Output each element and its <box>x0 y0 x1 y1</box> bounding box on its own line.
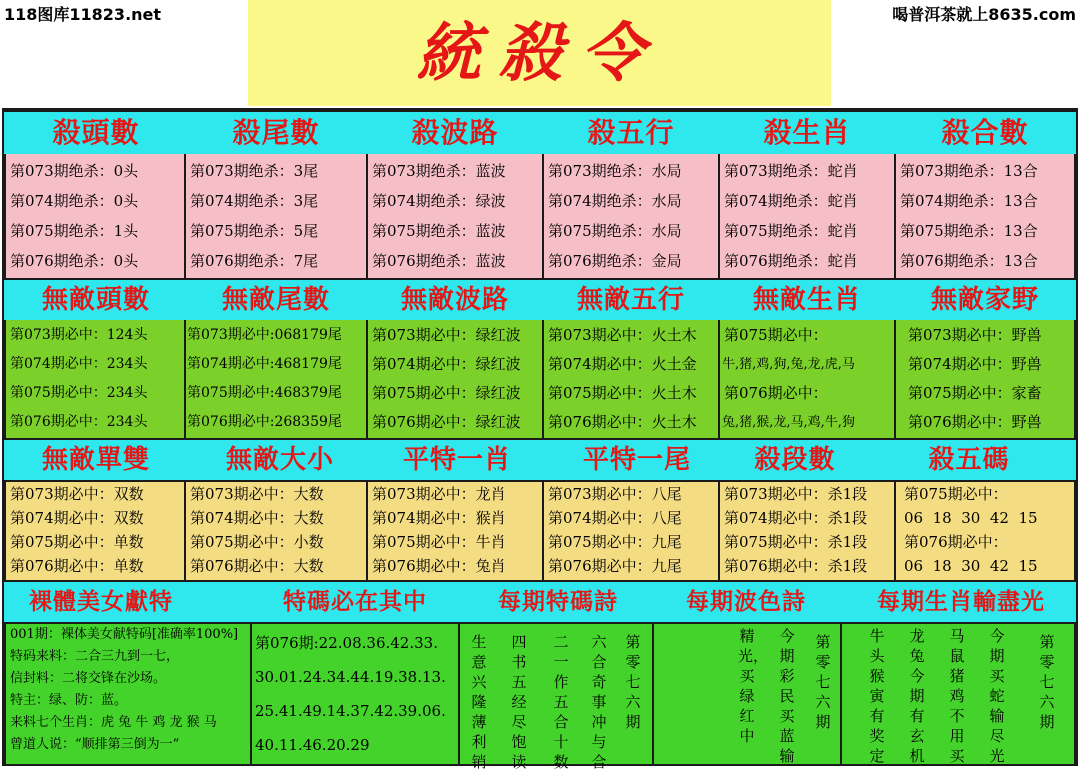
list-item: 第073期绝杀：蛇肖 <box>724 162 858 180</box>
row2-header-3: 無敵波路 <box>400 285 509 315</box>
list-item: 第073期必中：野兽 <box>908 326 1042 344</box>
list-item: 第075期必中： <box>724 326 828 344</box>
list-item: 第074期必中：猴肖 <box>372 509 506 527</box>
list-item: 第076期绝杀：蓝波 <box>372 252 506 270</box>
row3-header-4: 平特一尾 <box>582 445 691 475</box>
list-item: 第073期绝杀：0头 <box>10 162 139 180</box>
list-item: 第075期绝杀：蓝波 <box>372 222 506 240</box>
list-item: 第076期绝杀：7尾 <box>190 252 319 270</box>
site-left-text: 118图库11823.net <box>4 5 162 24</box>
row4-header-2: 特碼必在其中 <box>283 589 427 615</box>
list-item: 06 18 30 42 15 <box>904 557 1038 575</box>
list-item: 第074期绝杀：0头 <box>10 192 139 210</box>
list-item: 第075期必中：火土木 <box>548 384 697 402</box>
row4-col-2 <box>252 624 458 764</box>
row3-col-5 <box>720 482 894 580</box>
row1-header-3: 殺波路 <box>411 116 499 149</box>
list-item: 第074期必中：绿红波 <box>372 355 521 373</box>
row3-col-4 <box>544 482 718 580</box>
list-item: 第075期绝杀：5尾 <box>190 222 319 240</box>
list-item: 第075期必中：家畜 <box>908 384 1042 402</box>
list-item: 第074期绝杀：3尾 <box>190 192 319 210</box>
row4-col-5 <box>842 624 1074 764</box>
poem-column: 四书五经尽饱读 <box>511 633 527 771</box>
poem-column: 精光，买绿红中 <box>738 627 769 745</box>
poem-column: 二一作五合十数 <box>553 633 569 771</box>
list-item: 第073期必中：双数 <box>10 485 144 503</box>
list-item: 第075期必中：牛肖 <box>372 533 506 551</box>
list-item: 第073期必中：火土木 <box>548 326 697 344</box>
list-item: 第075期绝杀：1头 <box>10 222 139 240</box>
list-item: 第074期必中：野兽 <box>908 355 1042 373</box>
row2-col-1 <box>6 320 184 438</box>
row2-col-2 <box>186 320 366 438</box>
list-item: 第073期必中：大数 <box>190 485 324 503</box>
row1-header-1: 殺頭數 <box>52 116 140 149</box>
list-item: 第076期必中： <box>904 533 1008 551</box>
list-item: 第075期必中:468379尾 <box>187 385 342 401</box>
row3-header-6: 殺五碼 <box>928 445 1010 475</box>
row3-header-2: 無敵大小 <box>225 445 334 475</box>
list-item: 第075期必中：九尾 <box>548 533 682 551</box>
list-item: 第076期必中：234头 <box>10 414 148 430</box>
row1-col-6 <box>896 154 1074 278</box>
list-item: 第076期必中:268359尾 <box>187 414 342 430</box>
list-item: 第074期必中：杀1段 <box>724 509 868 527</box>
list-item: 第076期:22.08.36.42.33. <box>255 634 438 652</box>
row3-header-1: 無敵單雙 <box>41 445 150 475</box>
list-item: 第076期必中：九尾 <box>548 557 682 575</box>
list-item: 第075期绝杀：13合 <box>900 222 1038 240</box>
row3-col-6 <box>896 482 1074 580</box>
list-item: 第074期必中:468179尾 <box>187 356 342 372</box>
row2-header-2: 無敵尾數 <box>221 285 330 315</box>
list-item: 第076期必中：火土木 <box>548 413 697 431</box>
poem-column: 牛头猴寅有奖定 <box>869 627 885 765</box>
row1-header-5: 殺生肖 <box>763 116 851 149</box>
row1-header-2: 殺尾數 <box>232 116 320 149</box>
list-item: 第074期必中：234头 <box>10 356 148 372</box>
list-item: 第073期必中：杀1段 <box>724 485 868 503</box>
list-item: 第076期必中：兔肖 <box>372 557 506 575</box>
row2-header-6: 無敵家野 <box>930 285 1039 315</box>
row4-header-3: 每期特碼詩 <box>498 589 618 615</box>
list-item: 第074期绝杀：蛇肖 <box>724 192 858 210</box>
list-item: 第076期绝杀：0头 <box>10 252 139 270</box>
list-item: 06 18 30 42 15 <box>904 509 1038 527</box>
list-item: 第074期必中：火土金 <box>548 355 697 373</box>
list-item: 第075期必中：234头 <box>10 385 148 401</box>
row1-header-4: 殺五行 <box>587 116 675 149</box>
list-item: 第076期必中：杀1段 <box>724 557 868 575</box>
list-item: 信封料：二将交锋在沙场。 <box>10 671 167 686</box>
row2-header-4: 無敵五行 <box>576 285 685 315</box>
row4-header-1: 裸體美女獻特 <box>29 589 173 615</box>
row2-header-1: 無敵頭數 <box>41 285 150 315</box>
list-item: 第073期必中:068179尾 <box>187 327 342 343</box>
list-item: 第074期必中：八尾 <box>548 509 682 527</box>
list-item: 第073期绝杀：3尾 <box>190 162 319 180</box>
row3-col-2 <box>186 482 366 580</box>
list-item: 第073期必中：绿红波 <box>372 326 521 344</box>
list-item: 第076期必中：单数 <box>10 557 144 575</box>
poem-column: 今期彩民买蓝输 <box>779 627 795 765</box>
list-item: 40.11.46.20.29 <box>255 736 370 754</box>
poem-column: 六合奇事冲与合 <box>591 633 607 771</box>
row2-header-5: 無敵生肖 <box>752 285 861 315</box>
list-item: 第075期必中：绿红波 <box>372 384 521 402</box>
row3-col-1 <box>6 482 184 580</box>
list-item: 第075期绝杀：水局 <box>548 222 682 240</box>
list-item: 第074期绝杀：13合 <box>900 192 1038 210</box>
row2-col-3 <box>368 320 542 438</box>
row1-col-4 <box>544 154 718 278</box>
list-item: 第075期必中：小数 <box>190 533 324 551</box>
list-item: 25.41.49.14.37.42.39.06. <box>255 702 446 720</box>
poem-column: 龙兔今期有玄机 <box>909 627 925 765</box>
list-item: 第075期必中：杀1段 <box>724 533 868 551</box>
poem-column: 第零七六期 <box>815 633 831 731</box>
list-item: 第076期必中： <box>724 384 828 402</box>
list-item: 第076期必中：野兽 <box>908 413 1042 431</box>
list-item: 第076期绝杀：蛇肖 <box>724 252 858 270</box>
list-item: 第076期必中：大数 <box>190 557 324 575</box>
row4-header-5: 每期生肖輸盡光 <box>877 589 1045 615</box>
row3-header-5: 殺段數 <box>754 445 836 475</box>
list-item: 第076期绝杀：13合 <box>900 252 1038 270</box>
poem-column: 今期买蛇输尽光 <box>989 627 1005 765</box>
list-item: 第073期绝杀：水局 <box>548 162 682 180</box>
row4-col-1 <box>6 624 250 764</box>
page-title: 統殺令 <box>416 16 663 91</box>
list-item: 第074期必中：双数 <box>10 509 144 527</box>
row1-col-5 <box>720 154 894 278</box>
row2-col-5 <box>720 320 894 438</box>
list-item: 第076期必中：绿红波 <box>372 413 521 431</box>
poem-column: 第零七六期 <box>625 633 641 731</box>
list-item: 曾道人说：“顺排第三倒为一” <box>10 737 180 752</box>
row4-header-4: 每期波色詩 <box>686 589 806 615</box>
row4-col-4 <box>654 624 840 764</box>
site-right-text: 喝普洱茶就上8635.com <box>892 5 1076 24</box>
list-item: 第075期必中：单数 <box>10 533 144 551</box>
list-item: 第073期必中：龙肖 <box>372 485 506 503</box>
row3-header-3: 平特一肖 <box>402 445 511 475</box>
list-item: 001期：裸体美女献特码[准确率100%] <box>10 627 239 642</box>
row2-col-4 <box>544 320 718 438</box>
list-item: 第075期绝杀：蛇肖 <box>724 222 858 240</box>
list-item: 第076期绝杀：金局 <box>548 252 682 270</box>
row1-header-6: 殺合數 <box>941 116 1029 149</box>
list-item: 特主：绿、防：蓝。 <box>10 693 128 708</box>
poem-column: 马鼠猪鸡不用买 <box>949 627 965 765</box>
list-item: 第075期必中： <box>904 485 1008 503</box>
list-item: 第073期必中：124头 <box>10 327 148 343</box>
row4-col-3 <box>460 624 652 771</box>
row1-col-3 <box>368 154 542 278</box>
list-item: 来料七个生肖：虎 兔 牛 鸡 龙 猴 马 <box>10 715 217 730</box>
row1-col-1 <box>6 154 184 278</box>
poem-column: 生意兴隆薄利销 <box>471 633 487 771</box>
poem-column: 第零七六期 <box>1039 633 1055 731</box>
list-item: 特码来料：二合三九到一七， <box>10 649 180 664</box>
row2-col-6 <box>896 320 1074 438</box>
list-item: 第073期必中：八尾 <box>548 485 682 503</box>
list-item: 30.01.24.34.44.19.38.13. <box>255 668 446 686</box>
list-item: 牛,猪,鸡,狗,兔,龙,虎,马 <box>722 357 855 372</box>
list-item: 兔,猪,猴,龙,马,鸡,牛,狗 <box>722 415 855 430</box>
list-item: 第073期绝杀：蓝波 <box>372 162 506 180</box>
list-item: 第074期必中：大数 <box>190 509 324 527</box>
list-item: 第073期绝杀：13合 <box>900 162 1038 180</box>
list-item: 第074期绝杀：绿波 <box>372 192 506 210</box>
list-item: 第074期绝杀：水局 <box>548 192 682 210</box>
row3-col-3 <box>368 482 542 580</box>
row1-col-2 <box>186 154 366 278</box>
